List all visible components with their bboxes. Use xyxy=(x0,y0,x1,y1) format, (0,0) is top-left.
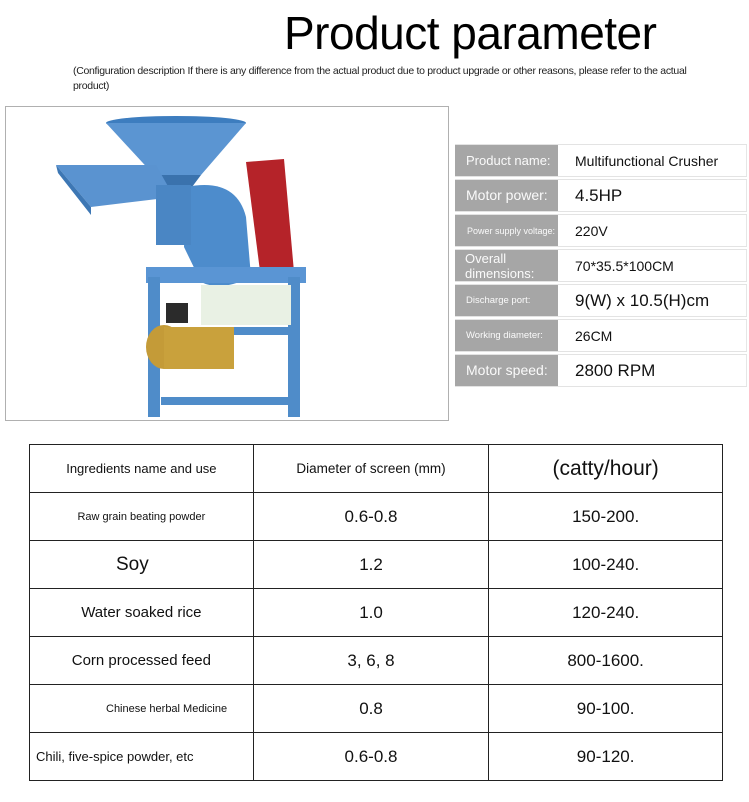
ingredient-cell: Corn processed feed xyxy=(30,637,254,685)
table-row xyxy=(30,685,723,733)
output-cell: 90-120. xyxy=(489,733,723,781)
screen-cell: 0.6-0.8 xyxy=(253,493,489,541)
spec-row-discharge-port xyxy=(455,284,747,317)
spec-row-voltage xyxy=(455,214,747,247)
table-header-row xyxy=(30,445,723,493)
screen-cell: 3, 6, 8 xyxy=(253,637,489,685)
column-header-ingredient: Ingredients name and use xyxy=(30,445,254,493)
spec-label: Power supply voltage: xyxy=(455,215,558,246)
table-row xyxy=(30,493,723,541)
spec-value: 4.5HP xyxy=(558,180,747,211)
spec-row-motor-power xyxy=(455,179,747,212)
ingredient-cell: Chili, five-spice powder, etc xyxy=(30,733,254,781)
spec-label: Motor power: xyxy=(455,180,558,211)
screen-cell: 1.2 xyxy=(253,541,489,589)
product-photo xyxy=(5,106,449,421)
output-cell: 100-240. xyxy=(489,541,723,589)
spec-value: 9(W) x 10.5(H)cm xyxy=(558,285,747,316)
spec-label: Discharge port: xyxy=(455,285,558,316)
spec-label: Motor speed: xyxy=(455,355,558,386)
spec-row-dimensions xyxy=(455,249,747,282)
screen-cell: 0.6-0.8 xyxy=(253,733,489,781)
page-title: Product parameter xyxy=(284,7,657,59)
output-cell: 120-240. xyxy=(489,589,723,637)
spec-label: Working diameter: xyxy=(455,320,558,351)
spec-row-product-name xyxy=(455,144,747,177)
ingredient-cell: Raw grain beating powder xyxy=(30,493,254,541)
configuration-note: (Configuration description If there is any difference from the actual product due to product upgrade or other reasons, please refer to the actual product) xyxy=(73,65,687,92)
spec-table xyxy=(455,144,747,389)
screen-cell: 0.8 xyxy=(253,685,489,733)
crusher-machine-illustration xyxy=(6,107,449,421)
spec-row-working-diameter xyxy=(455,319,747,352)
column-header-screen: Diameter of screen (mm) xyxy=(253,445,489,493)
spec-row-motor-speed xyxy=(455,354,747,387)
spec-value: Multifunctional Crusher xyxy=(558,145,747,176)
spec-value: 70*35.5*100CM xyxy=(558,250,747,281)
spec-label: Product name: xyxy=(455,145,558,176)
spec-value: 220V xyxy=(558,215,747,246)
ingredient-cell: Water soaked rice xyxy=(30,589,254,637)
spec-value: 2800 RPM xyxy=(558,355,747,386)
table-row xyxy=(30,541,723,589)
ingredient-cell: Chinese herbal Medicine xyxy=(30,685,254,733)
output-cell: 800-1600. xyxy=(489,637,723,685)
table-row xyxy=(30,589,723,637)
spec-label: Overall dimensions: xyxy=(455,250,558,281)
screen-cell: 1.0 xyxy=(253,589,489,637)
spec-value: 26CM xyxy=(558,320,747,351)
capacity-table xyxy=(29,444,723,781)
output-cell: 90-100. xyxy=(489,685,723,733)
ingredient-cell: Soy xyxy=(30,541,254,589)
table-row xyxy=(30,637,723,685)
table-row xyxy=(30,733,723,781)
column-header-output: (catty/hour) xyxy=(489,445,723,493)
output-cell: 150-200. xyxy=(489,493,723,541)
